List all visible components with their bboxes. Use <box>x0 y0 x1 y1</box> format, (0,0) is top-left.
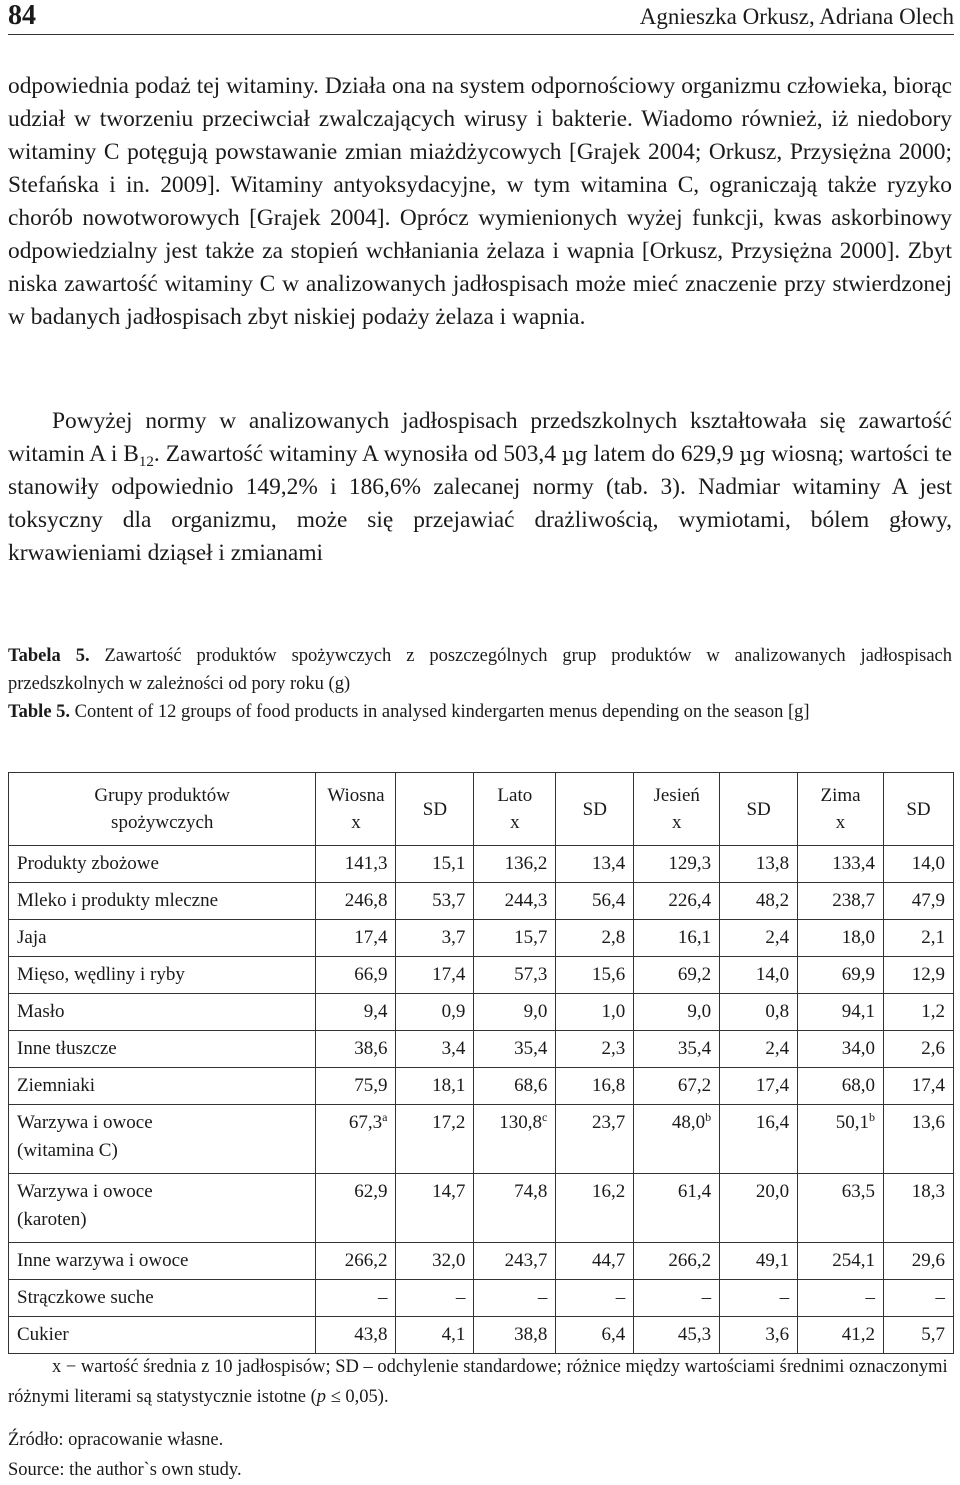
table-cell: 141,3 <box>316 846 396 883</box>
table-cell: 18,0 <box>798 920 884 957</box>
table-cell: 266,2 <box>316 1243 396 1280</box>
table-row <box>9 1174 954 1243</box>
table-row <box>9 1280 954 1317</box>
table-cell: 16,4 <box>720 1105 798 1174</box>
body-paragraph-2: Powyżej normy w analizowanych jadłospisach przedszkolnych kształtowała się zawartość witamin A i $B_{12}$. Zawartość witaminy A wynosiła od 503,4 µg latem do 629,9 µg wiosną; wartości te stanowiły odpowiednio 149,2% i 186,6% zalecanej normy (tab. 3). Nadmiar witaminy A jest toksyczny dla organizmu, może się przejawiać drażliwością, wymiotami, bólem głowy, krwawieniami dziąseł i zmianami <box>8 408 952 566</box>
table-row <box>9 1317 954 1354</box>
table-cell: 17,4 <box>720 1068 798 1105</box>
table-cell: 136,2 <box>474 846 556 883</box>
header-food-group: Grupy produktów spożywczych <box>9 773 316 846</box>
row-label: Warzywa i owoce (karoten) <box>9 1174 316 1243</box>
table-cell: 3,7 <box>396 920 474 957</box>
table-cell: 50,1$^b$ <box>798 1105 884 1174</box>
header-autumn-sd: SD <box>720 773 798 846</box>
table-cell: 18,1 <box>396 1068 474 1105</box>
table-cell: 38,8 <box>474 1317 556 1354</box>
table-cell: 1,0 <box>556 994 634 1031</box>
table-cell: 94,1 <box>798 994 884 1031</box>
table-cell: 129,3 <box>634 846 720 883</box>
table-cell: 57,3 <box>474 957 556 994</box>
table-cell: – <box>556 1280 634 1317</box>
table-cell: 17,2 <box>396 1105 474 1174</box>
body-paragraph-1: odpowiednia podaż tej witaminy. Działa ona na system odpornościowy organizmu człowieka, biorąc udział w tworzeniu przeciwciał zwalczających wirusy i bakterie. Wiadomo również, iż niedobory witaminy C potęgują powstawanie zmian miażdżycowych [Grajek 2004; Orkusz, Przysiężna 2000; Stefańska i in. 2009]. Witaminy antyoksydacyjne, w tym witamina C, ograniczają także ryzyko chorób nowotworowych [Grajek 2004]. Oprócz wymienionych wyżej funkcji, kwas askorbinowy odpowiedzialny jest także za stopień wchłaniania żelaza i wapnia [Orkusz, Przysiężna 2000]. Zbyt niska zawartość witaminy C w analizowanych jadłospisach może mieć znaczenie przy stwierdzonej w badanych jadłospisach zbyt niskiej podaży żelaza i wapnia. <box>8 73 952 330</box>
table-cell: 226,4 <box>634 883 720 920</box>
table-cell: – <box>316 1280 396 1317</box>
header-summer-sd: SD <box>556 773 634 846</box>
table-cell: 35,4 <box>634 1031 720 1068</box>
table-cell: 74,8 <box>474 1174 556 1243</box>
table-cell: 47,9 <box>884 883 954 920</box>
table-cell: 14,0 <box>884 846 954 883</box>
table-cell: 68,0 <box>798 1068 884 1105</box>
table-cell: – <box>884 1280 954 1317</box>
row-label: Inne tłuszcze <box>9 1031 316 1068</box>
table-cell: 4,1 <box>396 1317 474 1354</box>
table-row <box>9 920 954 957</box>
table-row <box>9 957 954 994</box>
table-cell: 75,9 <box>316 1068 396 1105</box>
table-cell: 5,7 <box>884 1317 954 1354</box>
table-cell: 15,1 <box>396 846 474 883</box>
table-cell: 32,0 <box>396 1243 474 1280</box>
table-cell: 2,4 <box>720 920 798 957</box>
table-cell: 254,1 <box>798 1243 884 1280</box>
table-cell: 12,9 <box>884 957 954 994</box>
table-cell: 0,9 <box>396 994 474 1031</box>
source-pl: Źródło: opracowanie własne. <box>8 1430 224 1450</box>
table-cell: 244,3 <box>474 883 556 920</box>
header-spring-sd: SD <box>396 773 474 846</box>
table-cell: 53,7 <box>396 883 474 920</box>
running-head-authors: Agnieszka Orkusz, Adriana Olech <box>639 4 954 29</box>
table-cell: 56,4 <box>556 883 634 920</box>
table-cell: 29,6 <box>884 1243 954 1280</box>
table-cell: 38,6 <box>316 1031 396 1068</box>
table-cell: 48,2 <box>720 883 798 920</box>
table-cell: 17,4 <box>396 957 474 994</box>
table-row <box>9 1031 954 1068</box>
source-note <box>8 1425 952 1485</box>
header-summer-mean: Lato x <box>474 773 556 846</box>
table-cell: – <box>474 1280 556 1317</box>
table-cell: – <box>720 1280 798 1317</box>
table-cell: 63,5 <box>798 1174 884 1243</box>
table-cell: 16,8 <box>556 1068 634 1105</box>
table-cell: 69,9 <box>798 957 884 994</box>
table-row <box>9 994 954 1031</box>
table-row <box>9 883 954 920</box>
table-cell: 2,1 <box>884 920 954 957</box>
row-label: Produkty zbożowe <box>9 846 316 883</box>
table-cell: 67,2 <box>634 1068 720 1105</box>
table-cell: – <box>634 1280 720 1317</box>
row-label: Mięso, wędliny i ryby <box>9 957 316 994</box>
row-label: Mleko i produkty mleczne <box>9 883 316 920</box>
header-autumn-mean: Jesień x <box>634 773 720 846</box>
table-cell: 23,7 <box>556 1105 634 1174</box>
table-footnote: x − wartość średnia z 10 jadłospisów; SD – odchylenie standardowe; różnice między wartościami średnimi oznaczonymi różnymi literami są statystycznie istotne (p ≤ 0,05). <box>8 1357 948 1407</box>
table-cell: 14,7 <box>396 1174 474 1243</box>
table-cell: 2,6 <box>884 1031 954 1068</box>
table-cell: 9,4 <box>316 994 396 1031</box>
table-cell: 2,3 <box>556 1031 634 1068</box>
table-cell: 243,7 <box>474 1243 556 1280</box>
row-label: Warzywa i owoce (witamina C) <box>9 1105 316 1174</box>
table-cell: 13,4 <box>556 846 634 883</box>
table-cell: 16,2 <box>556 1174 634 1243</box>
table-cell: 133,4 <box>798 846 884 883</box>
page-number: 84 <box>8 0 36 31</box>
table-cell: 48,0$^b$ <box>634 1105 720 1174</box>
table-cell: 17,4 <box>884 1068 954 1105</box>
table-cell: 246,8 <box>316 883 396 920</box>
table-cell: 1,2 <box>884 994 954 1031</box>
table-cell: 238,7 <box>798 883 884 920</box>
table-cell: 9,0 <box>634 994 720 1031</box>
table-cell: 43,8 <box>316 1317 396 1354</box>
table-cell: 13,6 <box>884 1105 954 1174</box>
table-cell: 15,7 <box>474 920 556 957</box>
row-label: Strączkowe suche <box>9 1280 316 1317</box>
table-cell: 3,4 <box>396 1031 474 1068</box>
table-cell: 9,0 <box>474 994 556 1031</box>
table-cell: 68,6 <box>474 1068 556 1105</box>
table-cell: 6,4 <box>556 1317 634 1354</box>
table-caption-pl: Tabela 5. Zawartość produktów spożywczych z poszczególnych grup produktów w analizowanych jadłospisach przedszkolnych w zależności od pory roku (g) <box>8 646 953 694</box>
table-cell: 61,4 <box>634 1174 720 1243</box>
header-winter-sd: SD <box>884 773 954 846</box>
row-label: Inne warzywa i owoce <box>9 1243 316 1280</box>
table-cell: 41,2 <box>798 1317 884 1354</box>
table-cell: 3,6 <box>720 1317 798 1354</box>
table-cell: 66,9 <box>316 957 396 994</box>
running-header <box>8 0 954 35</box>
row-label: Masło <box>9 994 316 1031</box>
table-cell: – <box>396 1280 474 1317</box>
table-cell: 62,9 <box>316 1174 396 1243</box>
table-cell: 13,8 <box>720 846 798 883</box>
table-cell: 35,4 <box>474 1031 556 1068</box>
table-cell: 49,1 <box>720 1243 798 1280</box>
table-cell: 16,1 <box>634 920 720 957</box>
table-cell: – <box>798 1280 884 1317</box>
header-spring-mean: Wiosna x <box>316 773 396 846</box>
table-cell: 0,8 <box>720 994 798 1031</box>
source-en: Source: the author`s own study. <box>8 1460 242 1480</box>
table-cell: 2,4 <box>720 1031 798 1068</box>
header-winter-mean: Zima x <box>798 773 884 846</box>
table-cell: 15,6 <box>556 957 634 994</box>
table-cell: 266,2 <box>634 1243 720 1280</box>
table-cell: 20,0 <box>720 1174 798 1243</box>
food-groups-table <box>8 772 954 1354</box>
table-cell: 2,8 <box>556 920 634 957</box>
table-header-row <box>9 773 954 846</box>
table-cell: 69,2 <box>634 957 720 994</box>
table-row <box>9 1068 954 1105</box>
table-cell: 18,3 <box>884 1174 954 1243</box>
table-row <box>9 1243 954 1280</box>
table-cell: 130,8$^c$ <box>474 1105 556 1174</box>
table-cell: 14,0 <box>720 957 798 994</box>
row-label: Cukier <box>9 1317 316 1354</box>
table-cell: 44,7 <box>556 1243 634 1280</box>
row-label: Jaja <box>9 920 316 957</box>
row-label: Ziemniaki <box>9 1068 316 1105</box>
table-row <box>9 846 954 883</box>
table-row <box>9 1105 954 1174</box>
table-caption-en: Table 5. Content of 12 groups of food products in analysed kindergarten menus depending on the season [g] <box>8 702 810 722</box>
table-cell: 34,0 <box>798 1031 884 1068</box>
table-cell: 17,4 <box>316 920 396 957</box>
table-cell: 67,3$^a$ <box>316 1105 396 1174</box>
table-cell: 45,3 <box>634 1317 720 1354</box>
